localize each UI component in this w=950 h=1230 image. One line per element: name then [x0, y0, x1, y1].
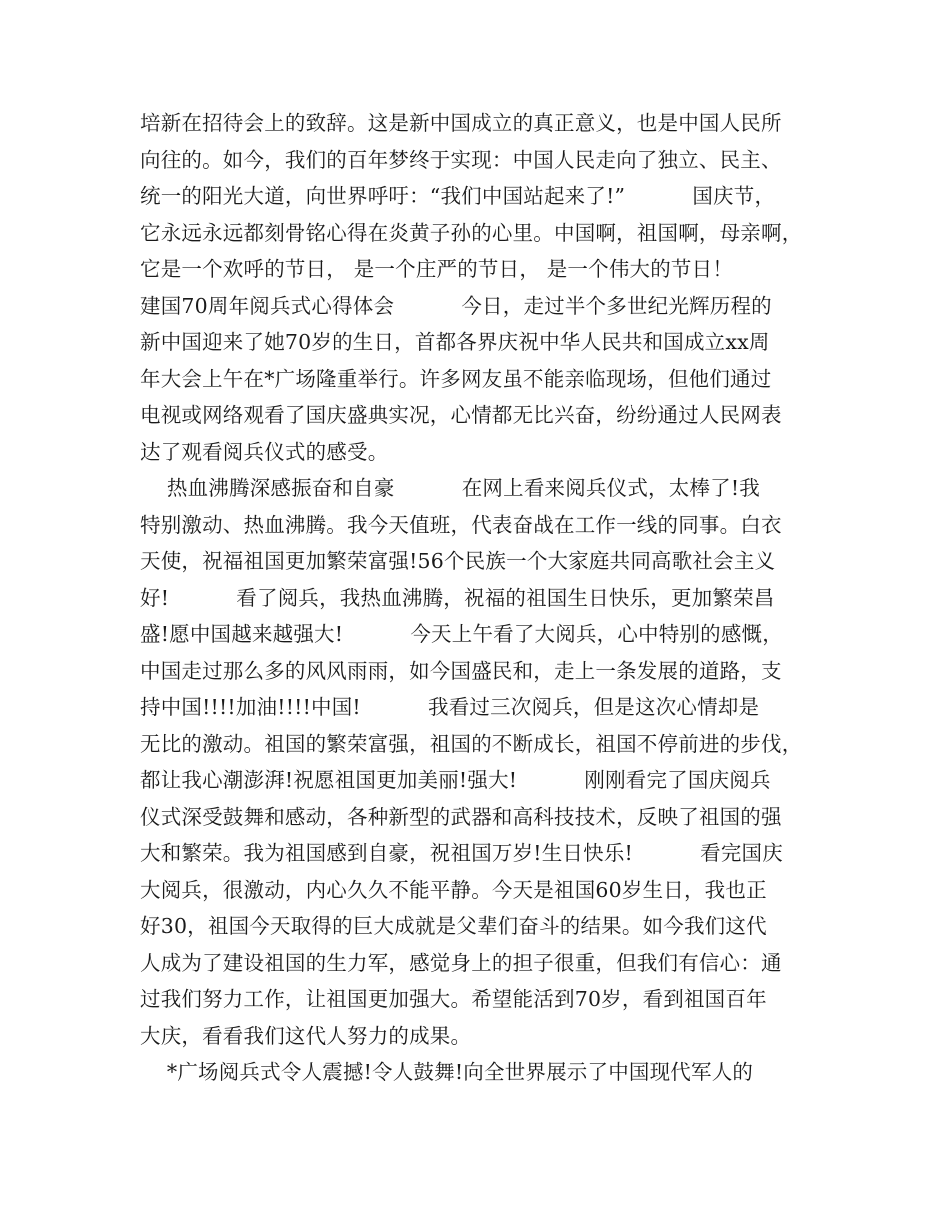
text-line: 无比的激动。祖国的繁荣富强，祖国的不断成长，祖国不停前进的步伐， — [140, 731, 803, 756]
text-line: 大庆，看看我们这代人努力的成果。 — [140, 1023, 472, 1048]
text-line: 持中国!!!!加油!!!!中国! 我看过三次阅兵，但是这次心情却是 — [140, 695, 760, 719]
text-line: 中国走过那么多的风风雨雨，如今国盛民和，走上一条发展的道路，支 — [140, 658, 782, 683]
text-line: 新中国迎来了她70岁的生日，首都各界庆祝中华人民共和国成立xx周 — [140, 330, 770, 354]
text-line: 它永远永远都刻骨铭心得在炎黄子孙的心里。中国啊，祖国啊，母亲啊， — [140, 220, 803, 245]
text-line: 人成为了建设祖国的生力军，感觉身上的担子很重，但我们有信心：通 — [140, 950, 782, 975]
text-line: 好30，祖国今天取得的巨大成就是父辈们奋斗的结果。如今我们这代 — [140, 914, 767, 938]
text-line: *广场阅兵式令人震撼!令人鼓舞!向全世界展示了中国现代军人的 — [140, 1060, 754, 1084]
text-line: 过我们努力工作，让祖国更加强大。希望能活到70岁，看到祖国百年 — [140, 987, 767, 1011]
text-line: 仪式深受鼓舞和感动，各种新型的武器和高科技技术，反映了祖国的强 — [140, 804, 782, 829]
text-line: 电视或网络观看了国庆盛典实况，心情都无比兴奋，纷纷通过人民网表 — [140, 403, 782, 427]
text-line: 热血沸腾深感振奋和自豪 在网上看来阅兵仪式，太棒了!我 — [140, 476, 760, 500]
text-line: 达了观看阅兵仪式的感受。 — [140, 439, 389, 464]
document-body — [140, 105, 830, 1091]
text-line: 向往的。如今，我们的百年梦终于实现：中国人民走向了独立、民主、 — [140, 147, 782, 172]
text-line: 特别激动、热血沸腾。我今天值班，代表奋战在工作一线的同事。白衣 — [140, 512, 782, 537]
text-line: 它是一个欢呼的节日， 是一个庄严的节日， 是一个伟大的节日！ — [140, 257, 734, 281]
text-line: 好! 看了阅兵，我热血沸腾，祝福的祖国生日快乐，更加繁荣昌 — [140, 585, 775, 610]
text-line: 都让我心潮澎湃!祝愿祖国更加美丽!强大! 刚刚看完了国庆阅兵 — [140, 768, 771, 792]
text-line: 盛!愿中国越来越强大! 今天上午看了大阅兵，心中特别的感慨， — [140, 622, 783, 646]
text-line: 统一的阳光大道，向世界呼吁：“我们中国站起来了!” 国庆节， — [140, 184, 776, 208]
text-line: 大和繁荣。我为祖国感到自豪，祝祖国万岁!生日快乐! 看完国庆 — [140, 841, 783, 865]
text-line: 大阅兵，很激动，内心久久不能平静。今天是祖国60岁生日，我也正 — [140, 877, 767, 902]
text-line: 天使，祝福祖国更加繁荣富强!56个民族一个大家庭共同高歌社会主义 — [140, 549, 776, 573]
text-line: 建国70周年阅兵式心得体会 今日，走过半个多世纪光辉历程的 — [140, 293, 772, 318]
text-line: 培新在招待会上的致辞。这是新中国成立的真正意义，也是中国人民所 — [140, 111, 782, 135]
text-line: 年大会上午在*广场隆重举行。许多网友虽不能亲临现场，但他们通过 — [140, 366, 772, 391]
